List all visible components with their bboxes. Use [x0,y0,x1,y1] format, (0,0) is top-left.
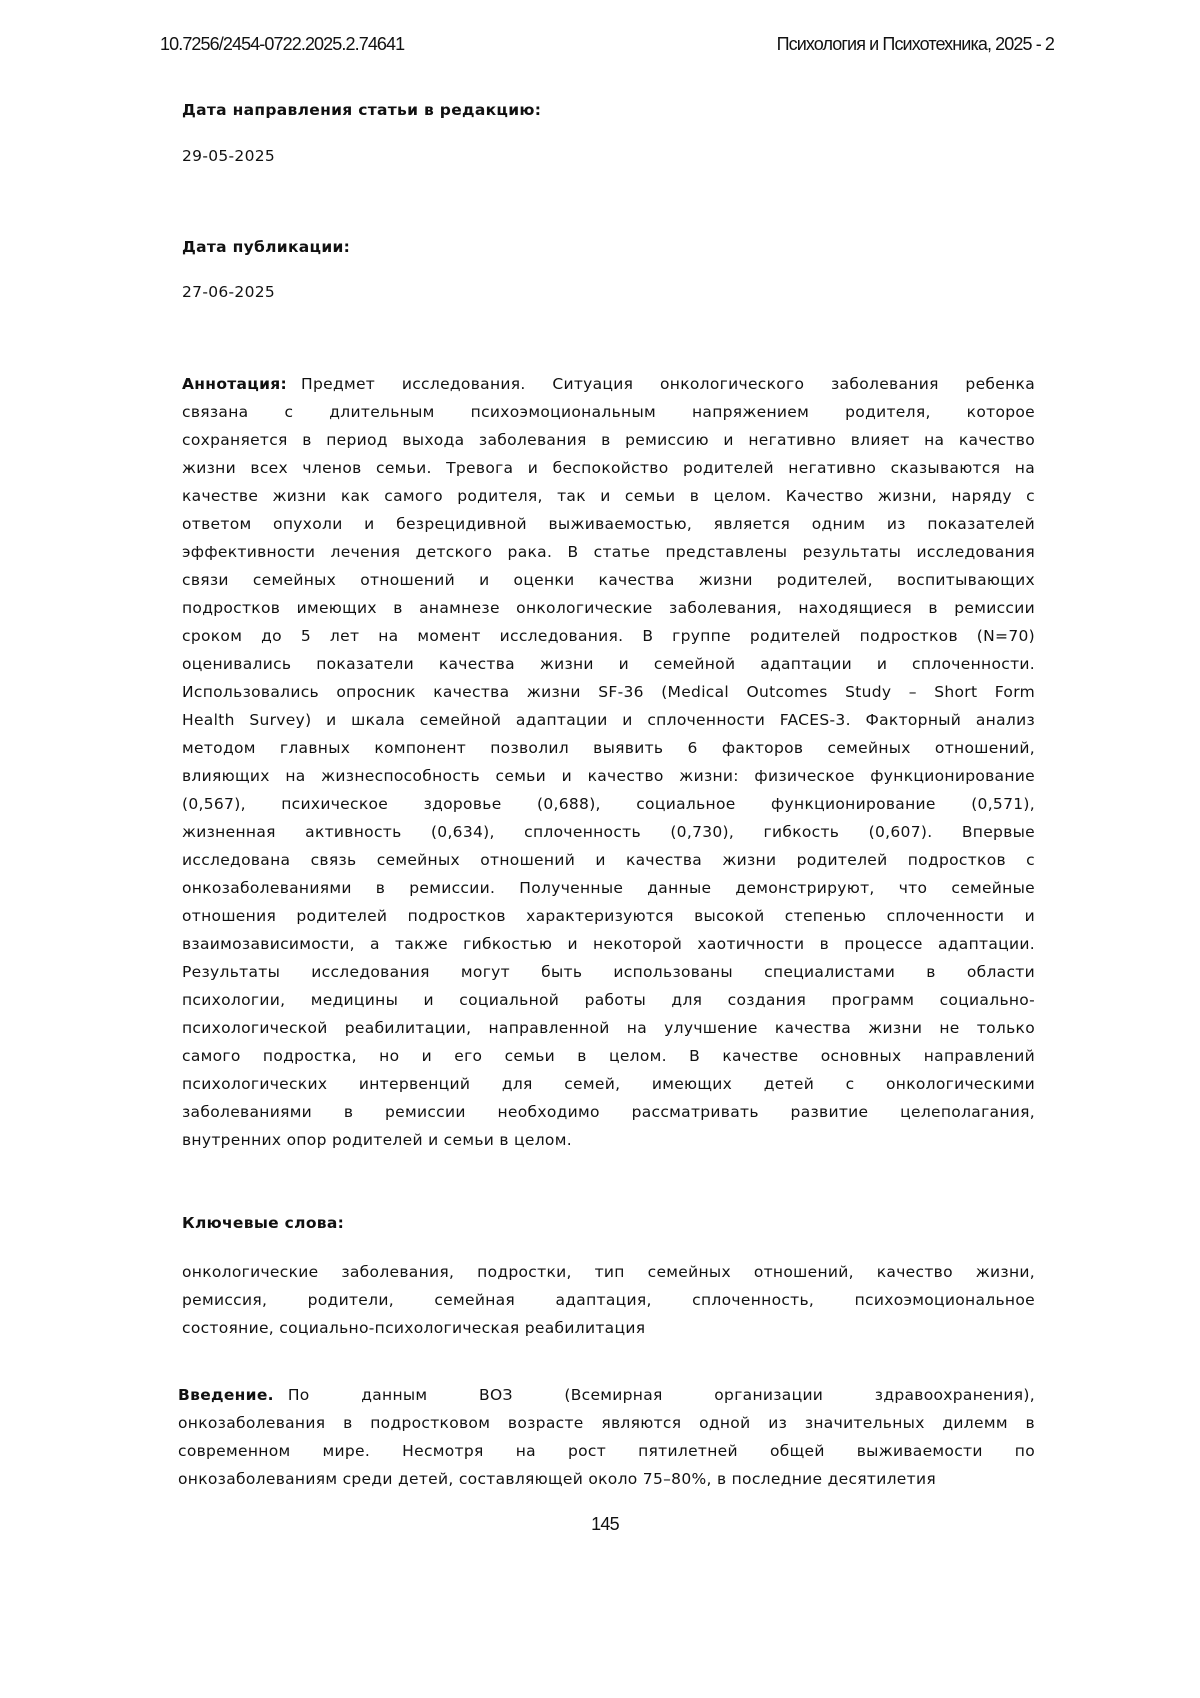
text-line: взаимозависимости, а также гибкостью и некоторой хаотичности в процессе адаптации. [182,935,1035,953]
text-line: жизненная активность (0,634), сплоченность (0,730), гибкость (0,607). Впервые [182,823,1035,841]
journal-title: Психология и Психотехника, 2025 - 2 [776,34,1054,54]
text-line: внутренних опор родителей и семьи в целом. [182,1131,572,1149]
text-line: связана с длительным психоэмоциональным напряжением родителя, которое [182,403,1035,421]
text-line: исследована связь семейных отношений и качества жизни родителей подростков с [182,851,1035,869]
text-line [182,370,1035,398]
intro-label: Введение. [178,1386,274,1404]
text-line: связи семейных отношений и оценки качества жизни родителей, воспитывающих [182,571,1035,589]
text-line: онкологические заболевания, подростки, тип семейных отношений, качество жизни, [182,1263,1035,1281]
text-line: Использовались опросник качества жизни SF-36 (Medical Outcomes Study – Short Form [182,683,1035,701]
text-line-content: По данным ВОЗ (Всемирная организации здравоохранения), [287,1386,1035,1404]
text-line: психологических интервенций для семей, имеющих детей с онкологическими [182,1075,1035,1093]
text-line: сроком до 5 лет на момент исследования. В группе родителей подростков (N=70) [182,627,1035,645]
text-line: психологической реабилитации, направленной на улучшение качества жизни не только [182,1019,1035,1037]
text-line: методом главных компонент позволил выявить 6 факторов семейных отношений, [182,739,1035,757]
doi: 10.7256/2454-0722.2025.2.74641 [160,34,405,54]
text-line [178,1381,1035,1409]
text-line: заболеваниями в ремиссии необходимо рассматривать развитие целеполагания, [182,1103,1035,1121]
text-line: отношения родителей подростков характеризуются высокой степенью сплоченности и [182,907,1035,925]
abstract-label: Аннотация: [182,375,288,393]
submitted-date: 29-05-2025 [182,147,276,165]
text-line: Результаты исследования могут быть использованы специалистами в области [182,963,1035,981]
text-line: онкозаболеваниями в ремиссии. Полученные данные демонстрируют, что семейные [182,879,1035,897]
text-line: ремиссия, родители, семейная адаптация, сплоченность, психоэмоциональное [182,1291,1035,1309]
keywords-label: Ключевые слова: [182,1214,345,1232]
published-date: 27-06-2025 [182,283,276,301]
text-line: жизни всех членов семьи. Тревога и беспокойство родителей негативно сказываются на [182,459,1035,477]
text-line: эффективности лечения детского рака. В статье представлены результаты исследования [182,543,1035,561]
submitted-label: Дата направления статьи в редакцию: [182,101,542,119]
text-line: самого подростка, но и его семьи в целом. В качестве основных направлений [182,1047,1035,1065]
page-number: 145 [591,1514,619,1534]
text-line: подростков имеющих в анамнезе онкологические заболевания, находящиеся в ремиссии [182,599,1035,617]
text-line: онкозаболеваниям среди детей, составляющей около 75–80%, в последние десятилетия [178,1470,936,1488]
text-line: психологии, медицины и социальной работы для создания программ социально- [182,991,1035,1009]
text-line: Health Survey) и шкала семейной адаптации и сплоченности FACES-3. Факторный анализ [182,711,1035,729]
text-line: оценивались показатели качества жизни и семейной адаптации и сплоченности. [182,655,1035,673]
text-line: влияющих на жизнеспособность семьи и качество жизни: физическое функционирование [182,767,1035,785]
text-line: современном мире. Несмотря на рост пятилетней общей выживаемости по [178,1442,1035,1460]
text-line: онкозаболевания в подростковом возрасте являются одной из значительных дилемм в [178,1414,1035,1432]
text-line: ответом опухоли и безрецидивной выживаемостью, является одним из показателей [182,515,1035,533]
published-label: Дата публикации: [182,238,351,256]
text-line: сохраняется в период выхода заболевания в ремиссию и негативно влияет на качество [182,431,1035,449]
text-line: качестве жизни как самого родителя, так и семьи в целом. Качество жизни, наряду с [182,487,1035,505]
text-line: состояние, социально-психологическая реабилитация [182,1319,646,1337]
text-line-content: Предмет исследования. Ситуация онкологического заболевания ребенка [301,375,1035,393]
text-line: (0,567), психическое здоровье (0,688), социальное функционирование (0,571), [182,795,1035,813]
